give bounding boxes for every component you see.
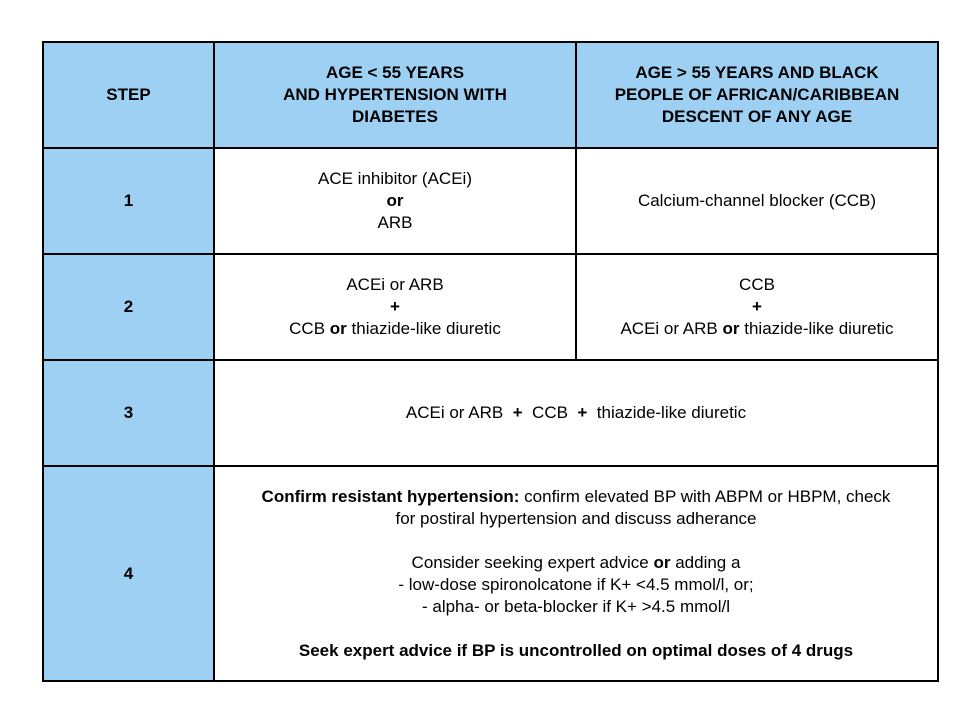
drug-line: Calcium-channel blocker (CCB) [637,191,877,210]
drug-text: CCB [532,403,568,422]
step-2-label [44,255,215,361]
header-col2-line1: AGE > 55 YEARS AND BLACK [635,63,879,82]
header-col2-line2: PEOPLE OF AFRICAN/CARIBBEAN [614,85,900,104]
drug-line [620,318,893,340]
connector-or: or [386,191,404,210]
consider-line [412,552,741,574]
drug-text: thiazide-like diuretic [744,319,894,338]
step-number: 2 [123,297,134,316]
drug-line: ACEi or ARB [346,275,444,294]
header-col2-line3: DESCENT OF ANY AGE [661,107,853,126]
header-step [44,43,215,149]
step-number: 4 [123,563,134,583]
drug-text: ACEi or ARB [405,403,504,422]
confirm-line-2: for postiral hypertension and discuss adherance [395,508,757,528]
step-1-label [44,149,215,255]
connector-or: or [722,319,740,338]
confirm-text: confirm elevated BP with ABPM or HBPM, check [524,486,891,506]
consider-text: Consider seeking expert advice [411,552,649,572]
step-2-col1 [215,255,577,361]
seek-expert-advice: Seek expert advice if BP is uncontrolled on optimal doses of 4 drugs [298,640,854,660]
drug-line: ARB [377,213,413,232]
connector-plus: + [577,403,588,422]
drug-line: CCB [739,275,775,294]
step-number: 1 [123,191,134,210]
drug-text: thiazide-like diuretic [351,319,501,338]
step-1-col2 [577,149,937,255]
header-col1-line3: DIABETES [352,107,438,126]
step-4-label [44,467,215,680]
step-1-col1 [215,149,577,255]
connector-or: or [653,552,671,572]
drug-line [289,318,501,340]
header-age-under-55 [215,43,577,149]
connector-plus: + [512,403,523,422]
step-3-combined [215,361,937,467]
header-step-label: STEP [106,85,151,104]
step-4-combined [215,467,937,680]
hypertension-treatment-table [42,41,939,682]
option-alpha-beta-blocker: - alpha- or beta-blocker if K+ >4.5 mmol/l [421,596,731,616]
drug-text: CCB [289,319,326,338]
connector-or: or [329,319,347,338]
step-2-col2 [577,255,937,361]
header-age-over-55 [577,43,937,149]
confirm-heading: Confirm resistant hypertension: [261,486,520,506]
option-spironolactone: - low-dose spironolcatone if K+ <4.5 mmol/l, or; [398,574,754,594]
drug-line [406,402,746,424]
connector-plus: + [390,297,400,316]
consider-text: adding a [675,552,741,572]
header-col1-line2: AND HYPERTENSION WITH [283,85,507,104]
drug-text: ACEi or ARB [620,319,718,338]
header-col1-line1: AGE < 55 YEARS [325,63,465,82]
confirm-line-1 [262,486,891,508]
step-3-label [44,361,215,467]
step-number: 3 [123,403,134,422]
drug-line: ACE inhibitor (ACEi) [318,169,472,188]
drug-text: thiazide-like diuretic [596,403,747,422]
connector-plus: + [752,297,762,316]
